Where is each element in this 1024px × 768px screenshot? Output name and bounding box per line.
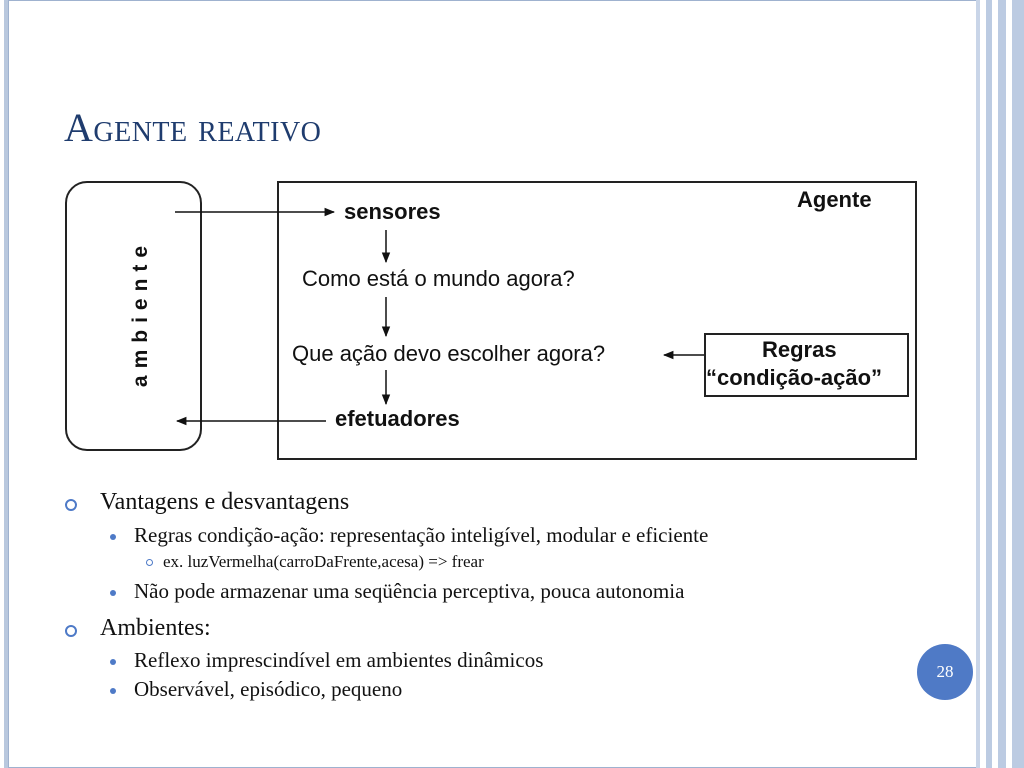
- bullet-ring-icon: [65, 625, 77, 637]
- environment-label: ambiente: [129, 238, 152, 388]
- bullet-dot-icon: [110, 590, 116, 596]
- bullet-example: ex. luzVermelha(carroDaFrente,acesa) => frear: [163, 552, 484, 571]
- bullet-dot-icon: [110, 659, 116, 665]
- bullet-ring-icon: [65, 499, 77, 511]
- bullet-dot-icon: [110, 688, 116, 694]
- bullet-environments: Ambientes:: [100, 615, 211, 641]
- bullet-advantages: Vantagens e desvantagens: [100, 489, 350, 515]
- rules-label-line1: Regras: [762, 337, 837, 362]
- bullet-cannot-store: Não pode armazenar uma seqüência perceptiva, pouca autonomia: [134, 579, 685, 603]
- bullet-rules: Regras condição-ação: representação inteligível, modular e eficiente: [134, 523, 709, 547]
- bullet-ring-small-icon: [146, 559, 153, 566]
- bullet-dot-icon: [110, 534, 116, 540]
- effectors-label: efetuadores: [335, 406, 460, 431]
- sensors-label: sensores: [344, 199, 441, 224]
- action-question: Que ação devo escolher agora?: [292, 341, 606, 366]
- world-state-question: Como está o mundo agora?: [302, 266, 575, 291]
- agent-label: Agente: [797, 187, 872, 212]
- rules-label-line2: “condição-ação”: [706, 365, 883, 390]
- slide-title: Agente reativo: [64, 105, 322, 150]
- page-number-badge: 28: [917, 644, 973, 700]
- bullet-reflex: Reflexo imprescindível em ambientes dinâmicos: [134, 648, 544, 672]
- bullet-observable: Observável, episódico, pequeno: [134, 677, 403, 701]
